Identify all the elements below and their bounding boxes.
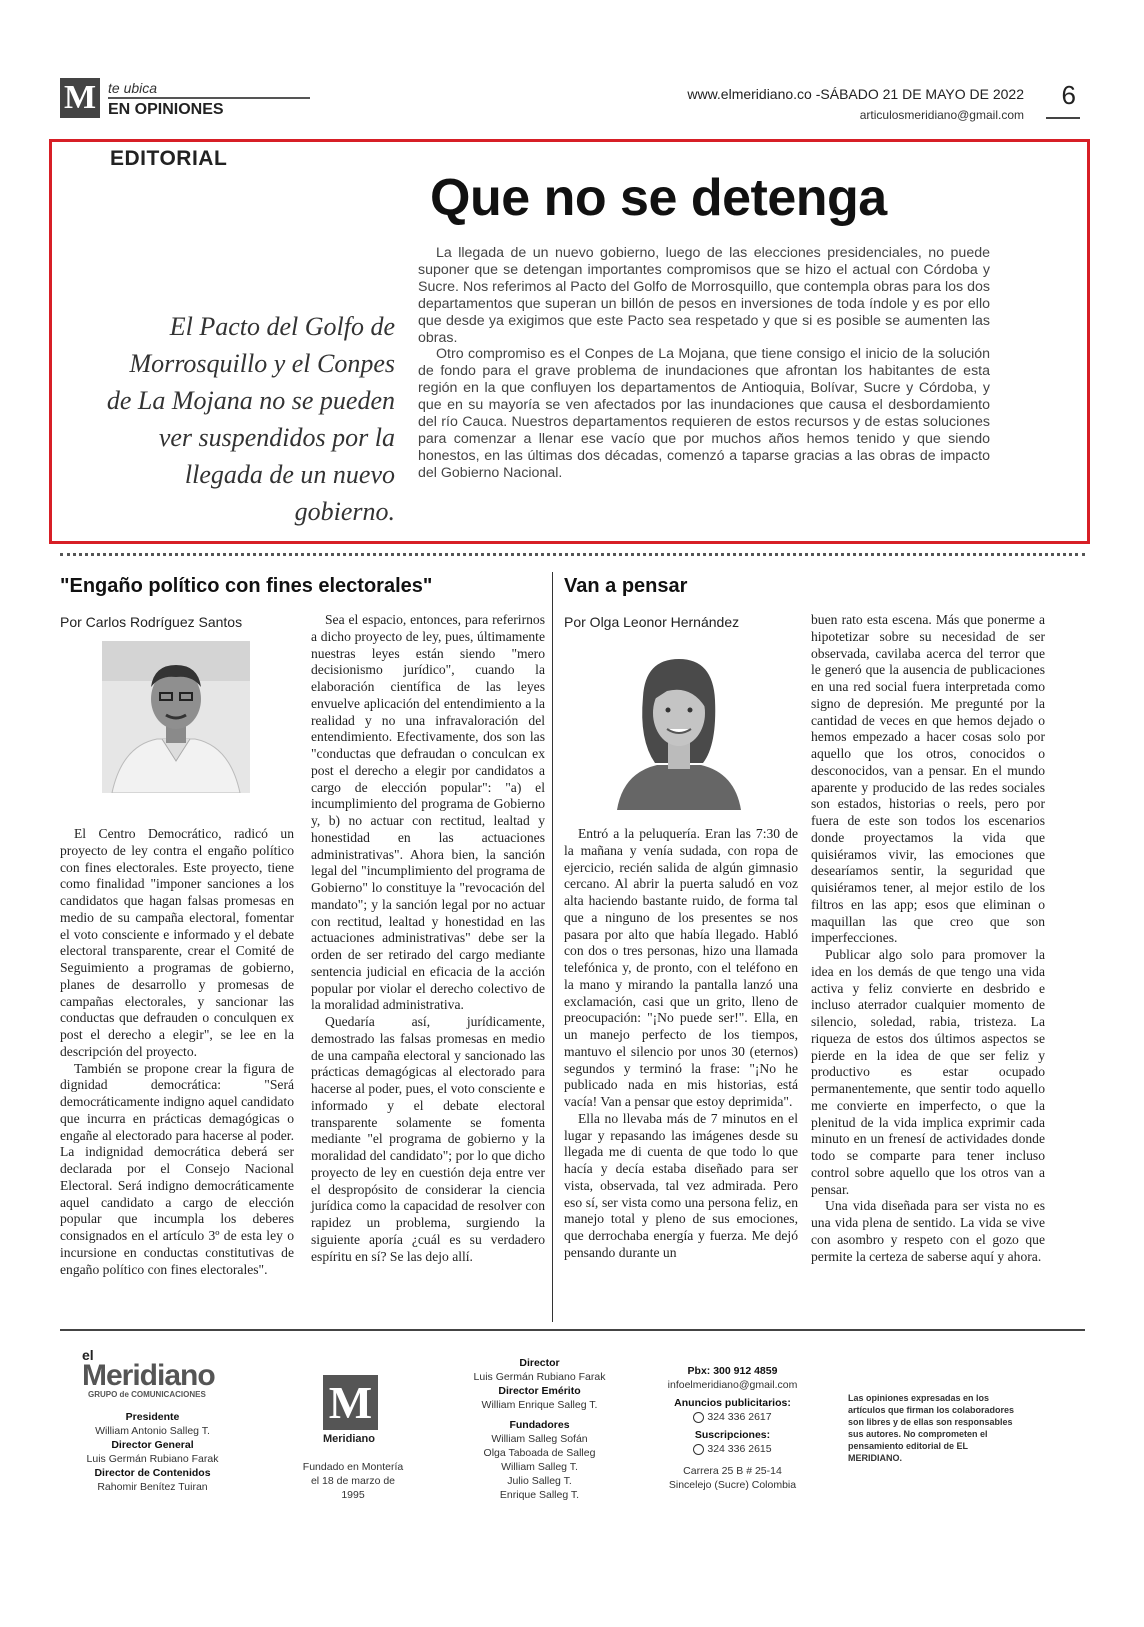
footer-disclaimer: Las opiniones expresadas en los artículos que firman los colaboradores son libres y de ellas son responsables sus autores. No comprometen el pensamiento editorial de EL MERIDIANO. (848, 1393, 1015, 1463)
footer-label: Director (519, 1357, 560, 1369)
editorial-body (418, 245, 990, 482)
article-paragraph: Ella no llevaba más de 7 minutos en el lugar y repasando las imágenes desde su llegada me di cuenta de que todo lo que hacía y decía estaba diseñado para ser vista, observada, tal vez admirada. Pero eso sí, ser vista como una persona feliz, en manejo total y pleno de sus emociones, que derrochaba energía y fuerza. Me dejó pensando durante un (564, 1110, 798, 1260)
footer-value: Rahomir Benítez Tuiran (97, 1481, 208, 1493)
author-photo (102, 641, 250, 793)
tagline-divider (108, 97, 310, 99)
footer-label: Director Emérito (498, 1385, 581, 1397)
article-title: "Engaño político con fines electorales" (60, 575, 433, 597)
footer-label: Anuncios publicitarios: (674, 1397, 791, 1409)
footer-brand-logo: Meridiano (82, 1359, 215, 1392)
dotted-separator (60, 553, 1085, 560)
footer-value: Enrique Salleg T. (499, 1489, 580, 1501)
footer-contact (650, 1364, 815, 1492)
page-number-underline (1046, 117, 1080, 119)
footer-brand-prefix: el (82, 1347, 94, 1363)
footer-pbx: Pbx: 300 912 4859 (687, 1365, 778, 1377)
article-paragraph: Entró a la peluquería. Eran las 7:30 de la mañana y venía sudada, con ropa de ejercicio, recién salida de algún gimnasio cercano. Al abrir la puerta saludó en voz alta haciendo bastante ruido, de forma tal que a ninguno de los presentes se nos pasara por alto que había llegado. Habló con dos o tres personas, hizo una llamada telefónica y, de pronto, con el teléfono en la mano y mirando la pantalla lanzó una exclamación, casi que un grito, lleno de preocupación: "¡No puede ser!". Ella, en un manejo perfecto de los tiempos, mantuvo el silencio por unos 30 (eternos) segundos y terminó la frase: "¡No he publicado nada en mis historias, está vacía! Van a pensar que estoy deprimida". (564, 826, 798, 1109)
article-paragraph: Sea el espacio, entonces, para referirnos a dicho proyecto de ley, pues, últimamente nuestras leyes están siendo "mero decisionismo jurídico", cuando la elaboración científica de las leyes envuelve aplicación del entendimiento a la realidad y no una infravaloración del entendimiento. Efectivamente, dos son las "conductas que defraudan o conculcan ex post el derecho a elegir por candidatos a cargo de elección popular": "a) el incumplimiento del programa de Gobierno y, b) no actuar con rectitud, lealtad y honestidad en las actuaciones administrativas". Ahora bien, la sanción legal del "incumplimiento del programa de Gobierno" lo constituye la "revocación del mandato"; y la sanción legal por no actuar con rectitud, lealtad y honestidad en las actuaciones administrativas" debe ser la orden de ser retirado del cargo mediante sentencia judicial en eficacia de la acción popular por violar el derecho colectivo de la moralidad administrativa. (311, 612, 545, 1013)
footer-logo-name: Meridiano (323, 1433, 375, 1445)
article-byline: Por Carlos Rodríguez Santos (60, 614, 243, 630)
footer-value: William Antonio Salleg T. (95, 1425, 210, 1437)
header-url-date: www.elmeridiano.co -SÁBADO 21 DE MAYO DE 2022 (687, 86, 1024, 102)
footer-label: Fundadores (509, 1419, 570, 1431)
author-photo (595, 645, 760, 810)
footer-city: Sincelejo (Sucre) Colombia (668, 1479, 797, 1491)
editorial-label: EDITORIAL (110, 147, 228, 170)
article-paragraph: Quedaría así, jurídicamente, demostrado las falsas promesas en medio de una campaña electoral y sancionado las prácticas demagógicas al electorado para hacerse al poder, pues, el voto consciente e informado y el debate electoral transparente solamente se fomenta mediante "el programa de gobierno y la moralidad del candidato"; por lo que dicho proyecto de ley en cuestión deja entre ver el despropósito de considerar la ciencia jurídica como la capacidad de resolver con rapidez un problema, surgiendo la siguiente aporía ¿cuál es su verdadero espíritu en sí? Se las dejo allí. (311, 1014, 545, 1264)
editorial-pull-quote: El Pacto del Golfo de Morrosquillo y el Conpes de La Mojana no se pueden ver suspendidos por la llegada de un nuevo gobierno. (106, 312, 395, 526)
footer-value: William Salleg T. (501, 1461, 578, 1473)
footer-label: Director de Contenidos (94, 1467, 211, 1479)
article-column (811, 612, 1045, 1265)
whatsapp-icon (693, 1444, 704, 1455)
editorial-title: Que no se detenga (430, 169, 887, 227)
footer-value: Luis Germán Rubiano Farak (86, 1453, 219, 1465)
footer-phone: 324 336 2615 (707, 1443, 772, 1455)
footer-value: Olga Taboada de Salleg (483, 1447, 596, 1459)
footer-management (60, 1410, 245, 1494)
article-column (564, 826, 798, 1262)
article-paragraph: Una vida diseñada para ser vista no es una vida plena de sentido. La vida se vive con asombro y respeto con el gozo que permite la certeza de saberse aquí y ahora. (811, 1198, 1045, 1264)
footer-brand-subtitle: GRUPO de COMUNICACIONES (88, 1390, 206, 1399)
article-paragraph: También se propone crear la figura de dignidad democrática: "Será democráticamente indigno aquel candidato que incurra en prácticas demagógicas o engañe al electorado para hacerse al poder. La indignidad democrática deberá ser declarada por el Consejo Nacional Electoral. Será indigno democráticamente aquel candidato a cargo de elección popular que incumpla los deberes consignados en el artículo 3º de esta ley o incursione en conductas constitutivas de engaño político con fines electorales". (60, 1060, 294, 1277)
whatsapp-icon (693, 1412, 704, 1423)
article-byline: Por Olga Leonor Hernández (564, 614, 740, 630)
footer-label: Suscripciones: (694, 1429, 771, 1441)
footer-founded: Fundado en Montería el 18 de marzo de 1995 (302, 1461, 404, 1501)
footer-value: William Enrique Salleg T. (481, 1399, 598, 1411)
header-email: articulosmeridiano@gmail.com (859, 108, 1024, 122)
footer-phone: 324 336 2617 (707, 1411, 772, 1423)
editorial-paragraph: Otro compromiso es el Conpes de La Mojana, que tiene consigo el inicio de la solución de fondo para el grave problema de inundaciones que afrontan los habitantes de esta región en la que confluyen los departamentos de Antioquia, Bolívar, Sucre y Córdoba, y que en su mayoría se ven afectados por las inundaciones que causa el desbordamiento del río Cauca. Nuestros departamentos requieren de estos recursos y de estas soluciones para comenzar a llenar ese vacío que por muchos años hemos tenido y que siendo honestos, en las últimas dos décadas, comenzó a taparse gracias a las obras de impacto del Gobierno Nacional. (418, 346, 990, 481)
column-divider (552, 572, 553, 1322)
article-paragraph: Publicar algo solo para promover la idea en los demás de que tengo una vida activa y feliz convierte en desbrido e incluso aterrador cualquier momento de silencio, soledad, rabia, tristeza. La riqueza de estos dos últimos aspectos se pierde en la idea de que ser feliz y productivo es estar ocupado permanentemente, que sentir todo aquello me convierte en imperfecto, o que la plenitud de la vida implica exprimir cada minuto en un frenesí de actividades donde todo se comparte para tener incluso control sobre aquello que los otros van a pensar. (811, 947, 1045, 1197)
article-title: Van a pensar (564, 575, 688, 597)
footer-address: Carrera 25 B # 25-14 (683, 1465, 782, 1477)
footer-value: William Salleg Sofán (491, 1433, 588, 1445)
section-tagline-small: te ubica (108, 80, 158, 96)
page-number: 6 (1061, 80, 1076, 110)
article-paragraph: El Centro Democrático, radicó un proyecto de ley contra el engaño político con fines electorales. Este proyecto, tiene como finalidad "imponer sanciones a los candidatos que hagan falsas promesas en medio de su campaña electoral, fomentar el voto consciente e informado y el debate electoral transparente, crear el Comité de Seguimiento a programas de gobierno, planes de desarrollo y promesas de campañas electorales, y sancionar las conductas que defrauden o conculquen ex post el derecho a elegir", se lee en la descripción del proyecto. (60, 826, 294, 1059)
footer-label: Director General (111, 1439, 194, 1451)
article-paragraph: buen rato esta escena. Más que ponerme a hipotetizar sobre su necesidad de ser observada, cavilaba acerca del terror que le generó que la ausencia de publicaciones en una red social fuera interpretada como signo de depresión. Me pregunté por la cantidad de veces en que hemos dejado o hemos empezado a hacer cosas solo por aquello que los otros, conocidos o desconocidos, van a pensar. En el mundo aparente y producido de las redes sociales son estados, historias o reels, pero por fuera de este son todos los escenarios donde proyectamos la vida que quisiéramos vivir, las emociones que desearíamos sentir, la seguridad que quisiéramos tener, al mejor estilo de los filtros en las app; esos que eliminan o maquillan las que creo que son imperfecciones. (811, 612, 1045, 946)
editorial-paragraph: La llegada de un nuevo gobierno, luego de las elecciones presidenciales, no puede suponer que se detengan importantes compromisos que se hizo el actual con Córdoba y Sucre. Nos referimos al Pacto del Golfo de Morrosquillo, que contempla obras para los dos departamentos que superan un billón de pesos en inversiones de toda índole y es por ello que desde ya exigimos que este Pacto sea respetado y que si es posible se aumenten las obras. (418, 245, 990, 346)
footer-email: infoelmeridiano@gmail.com (667, 1379, 798, 1391)
footer-label: Presidente (125, 1411, 180, 1423)
footer-value: Luis Germán Rubiano Farak (473, 1371, 606, 1383)
section-tagline: EN OPINIONES (108, 101, 224, 118)
footer-value: Julio Salleg T. (507, 1475, 572, 1487)
newspaper-logo: M (60, 78, 100, 118)
article-column (60, 826, 294, 1278)
footer-logo: M (323, 1375, 378, 1430)
article-column (311, 612, 545, 1265)
footer-directors (462, 1356, 617, 1502)
footer-divider (60, 1329, 1085, 1331)
